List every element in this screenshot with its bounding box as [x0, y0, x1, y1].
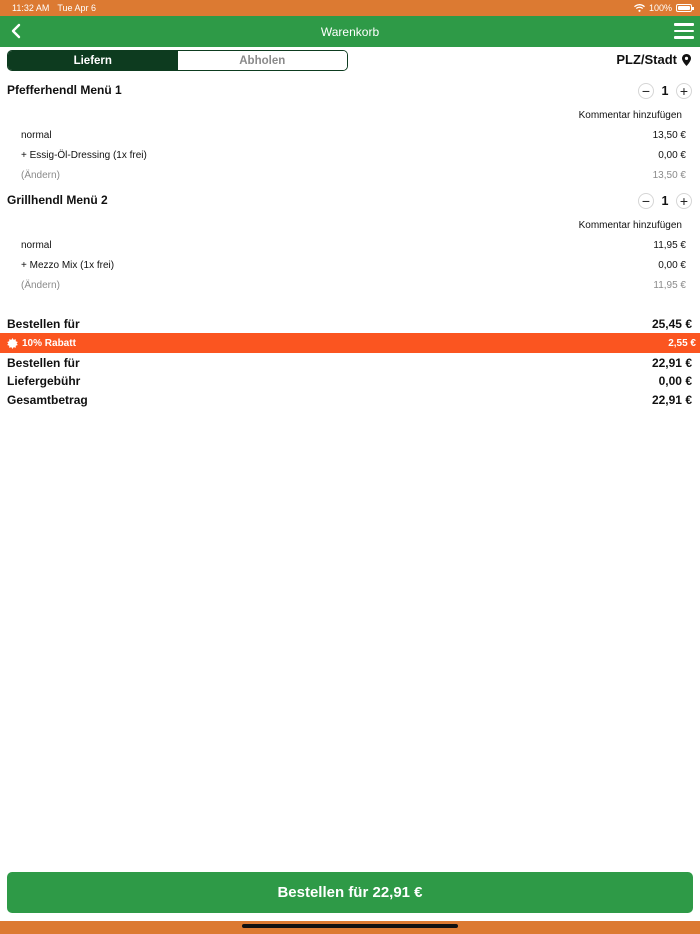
delivery-mode-toggle: [7, 50, 348, 71]
item-line: [21, 280, 686, 291]
increase-quantity-button[interactable]: +: [676, 83, 692, 99]
quantity-stepper: [638, 193, 692, 209]
line-price: 11,95 €: [653, 280, 686, 291]
map-pin-icon: [682, 54, 691, 66]
item-line: [21, 260, 686, 271]
edit-item-link[interactable]: (Ändern): [21, 280, 60, 291]
total-label: Gesamtbetrag: [7, 393, 88, 407]
add-comment-link[interactable]: Kommentar hinzufügen: [578, 110, 682, 121]
line-price: 13,50 €: [652, 170, 686, 181]
chevron-left-icon[interactable]: [8, 22, 24, 40]
discount-badge-icon: [7, 338, 18, 349]
tab-liefern[interactable]: Liefern: [8, 51, 178, 70]
nav-bar: [0, 16, 700, 47]
order-for-value: 22,91 €: [651, 356, 692, 370]
status-date: Tue Apr 6: [57, 3, 97, 13]
delivery-fee-value: 0,00 €: [658, 374, 692, 388]
status-right: [634, 3, 692, 13]
home-indicator: [242, 924, 458, 928]
item-line: [21, 130, 686, 141]
hamburger-menu-icon[interactable]: [674, 23, 694, 39]
quantity-value: 1: [661, 84, 669, 98]
place-order-button[interactable]: Bestellen für 22,91 €: [7, 872, 693, 913]
edit-item-link[interactable]: (Ändern): [21, 170, 60, 181]
item-line: [21, 240, 686, 251]
order-for-label: Bestellen für: [7, 356, 80, 370]
subtotal-label: Bestellen für: [7, 317, 80, 331]
line-price: 0,00 €: [658, 260, 686, 271]
item-line: [21, 170, 686, 181]
cart-item-title: Grillhendl Menü 2: [7, 193, 108, 207]
item-line: [21, 150, 686, 161]
battery-icon: [676, 4, 692, 12]
delivery-fee-row: [7, 374, 692, 388]
increase-quantity-button[interactable]: +: [676, 193, 692, 209]
page-title: Warenkorb: [320, 24, 380, 39]
status-bar: [0, 0, 700, 16]
add-comment-link[interactable]: Kommentar hinzufügen: [578, 220, 682, 231]
location-selector[interactable]: [616, 52, 691, 67]
line-price: 13,50 €: [652, 130, 686, 141]
total-value: 22,91 €: [651, 393, 692, 407]
line-label: + Essig-Öl-Dressing (1x frei): [21, 150, 147, 161]
tab-abholen[interactable]: Abholen: [178, 51, 348, 70]
wifi-icon: [634, 4, 645, 12]
line-price: 11,95 €: [653, 240, 686, 251]
line-label: + Mezzo Mix (1x frei): [21, 260, 115, 271]
cart-item-title: Pfefferhendl Menü 1: [7, 83, 122, 97]
order-for-row: [7, 356, 692, 370]
discount-label: 10% Rabatt: [22, 337, 76, 349]
status-time: 11:32 AM: [12, 3, 50, 13]
delivery-fee-label: Liefergebühr: [7, 374, 81, 388]
battery-percentage: 100%: [648, 3, 672, 13]
quantity-value: 1: [661, 194, 669, 208]
quantity-stepper: [638, 83, 692, 99]
location-label: PLZ/Stadt: [616, 52, 677, 67]
decrease-quantity-button[interactable]: −: [638, 83, 654, 99]
line-label: normal: [21, 240, 52, 251]
subtotal-row: [7, 317, 692, 331]
discount-banner: [0, 333, 700, 353]
line-label: normal: [21, 130, 52, 141]
decrease-quantity-button[interactable]: −: [638, 193, 654, 209]
subtotal-value: 25,45 €: [651, 317, 692, 331]
discount-value: 2,55 €: [668, 337, 696, 349]
total-row: [7, 393, 692, 407]
line-price: 0,00 €: [658, 150, 686, 161]
